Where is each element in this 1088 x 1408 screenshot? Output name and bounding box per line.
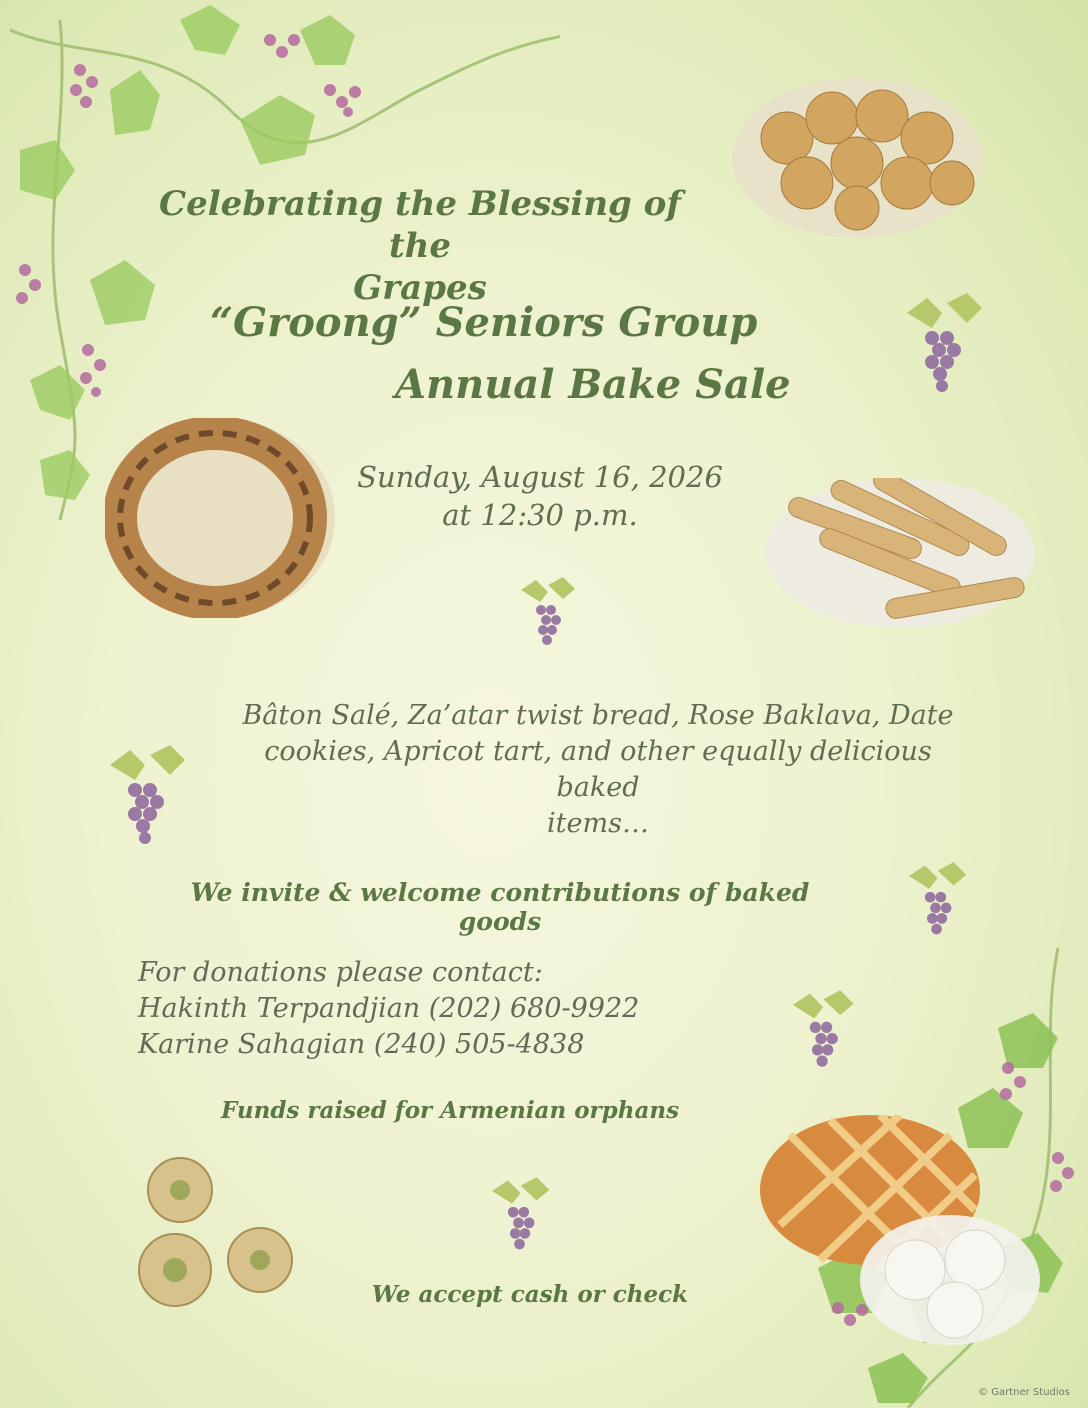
flyer-title: [150, 183, 690, 309]
grape-cluster-icon: [897, 288, 987, 403]
zaatar-twist-wreath-image: [105, 418, 335, 618]
donation-contacts: [138, 955, 698, 1063]
date-cookies-image: [860, 1215, 1040, 1345]
baked-items-list: [238, 698, 958, 842]
contribution-invite: We invite & welcome contributions of baked goods: [190, 878, 810, 936]
contact-heading: For donations please contact:: [138, 957, 543, 988]
event-time: at 12:30 p.m.: [442, 498, 638, 532]
event-date: Sunday, August 16, 2026: [357, 460, 723, 494]
funds-purpose: Funds raised for Armenian orphans: [220, 1097, 680, 1124]
title-line-1: Celebrating the Blessing of the: [159, 184, 681, 266]
sesame-buns-image: [732, 78, 982, 238]
grape-cluster-icon: [100, 740, 190, 855]
grape-cluster-icon: [486, 1175, 551, 1260]
group-name: “Groong” Seniors Group: [210, 299, 758, 346]
title-line-2: Grapes: [353, 268, 487, 308]
items-line-1: Bâton Salé, Za’atar twist bread, Rose Baklava, Date: [242, 700, 954, 731]
grape-cluster-icon: [516, 575, 576, 655]
items-line-2: cookies, Apricot tart, and other equally delicious baked: [264, 736, 932, 803]
grape-cluster-icon: [786, 988, 856, 1078]
contact-person-1: Hakinth Terpandjian (202) 680-9922: [138, 993, 640, 1024]
copyright-notice: © Gartner Studios: [978, 1387, 1070, 1398]
baton-sale-breadsticks-image: [765, 478, 1035, 628]
payment-methods: We accept cash or check: [371, 1281, 689, 1308]
grape-cluster-icon: [903, 860, 968, 945]
event-datetime: [330, 458, 750, 534]
contact-person-2: Karine Sahagian (240) 505-4838: [138, 1029, 585, 1060]
items-line-3: items…: [547, 808, 649, 839]
rose-baklava-image: [120, 1150, 300, 1320]
event-name: Annual Bake Sale: [395, 361, 791, 408]
